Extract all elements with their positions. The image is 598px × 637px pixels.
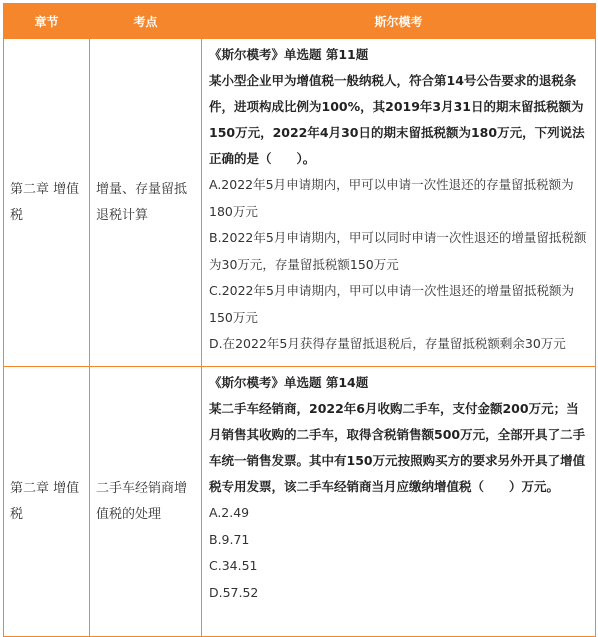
option-b: B.2022年5月申请期内，甲可以同时申请一次性退还的增量留抵税额为30万元，存量留抵税额150万元 <box>209 230 587 272</box>
question-source: 《斯尔模考》单选题 第14题 <box>209 375 369 390</box>
exam-points-table <box>3 3 596 637</box>
question-cell <box>202 367 596 637</box>
option-c: C.2022年5月申请期内，甲可以申请一次性退还的增量留抵税额为150万元 <box>209 283 574 325</box>
table-row <box>4 367 596 637</box>
option-c: C.34.51 <box>209 558 258 573</box>
header-mock-exam: 斯尔模考 <box>202 4 596 39</box>
question-source: 《斯尔模考》单选题 第11题 <box>209 47 369 62</box>
question-stem: 某小型企业甲为增值税一般纳税人，符合第14号公告要求的退税条件，进项构成比例为100%，其2019年3月31日的期末留抵税额为150万元，2022年4月30日的期末留抵税额为180万元，下列说法正确的是（ ）。 <box>209 73 585 166</box>
question-cell <box>202 39 596 367</box>
question-stem: 某二手车经销商，2022年6月收购二手车，支付金额200万元；当月销售其收购的二手车，取得含税销售额500万元，全部开具了二手车统一销售发票。其中有150万元按照购买方的要求另外开具了增值税专用发票，该二手车经销商当月应缴纳增值税（ ）万元。 <box>209 401 586 494</box>
chapter-cell: 第二章 增值税 <box>4 39 90 367</box>
option-a: A.2022年5月申请期内，甲可以申请一次性退还的存量留抵税额为180万元 <box>209 177 574 219</box>
table-header-row <box>4 4 596 39</box>
table-row <box>4 39 596 367</box>
option-d: D.在2022年5月获得存量留抵退税后，存量留抵税额剩余30万元 <box>209 336 566 351</box>
exam-point-cell: 二手车经销商增值税的处理 <box>90 367 202 637</box>
header-exam-point: 考点 <box>90 4 202 39</box>
header-chapter: 章节 <box>4 4 90 39</box>
chapter-cell: 第二章 增值税 <box>4 367 90 637</box>
option-a: A.2.49 <box>209 505 250 520</box>
option-d: D.57.52 <box>209 584 259 600</box>
exam-point-cell: 增量、存量留抵退税计算 <box>90 39 202 367</box>
exam-table-container <box>3 3 595 637</box>
option-b: B.9.71 <box>209 531 250 547</box>
